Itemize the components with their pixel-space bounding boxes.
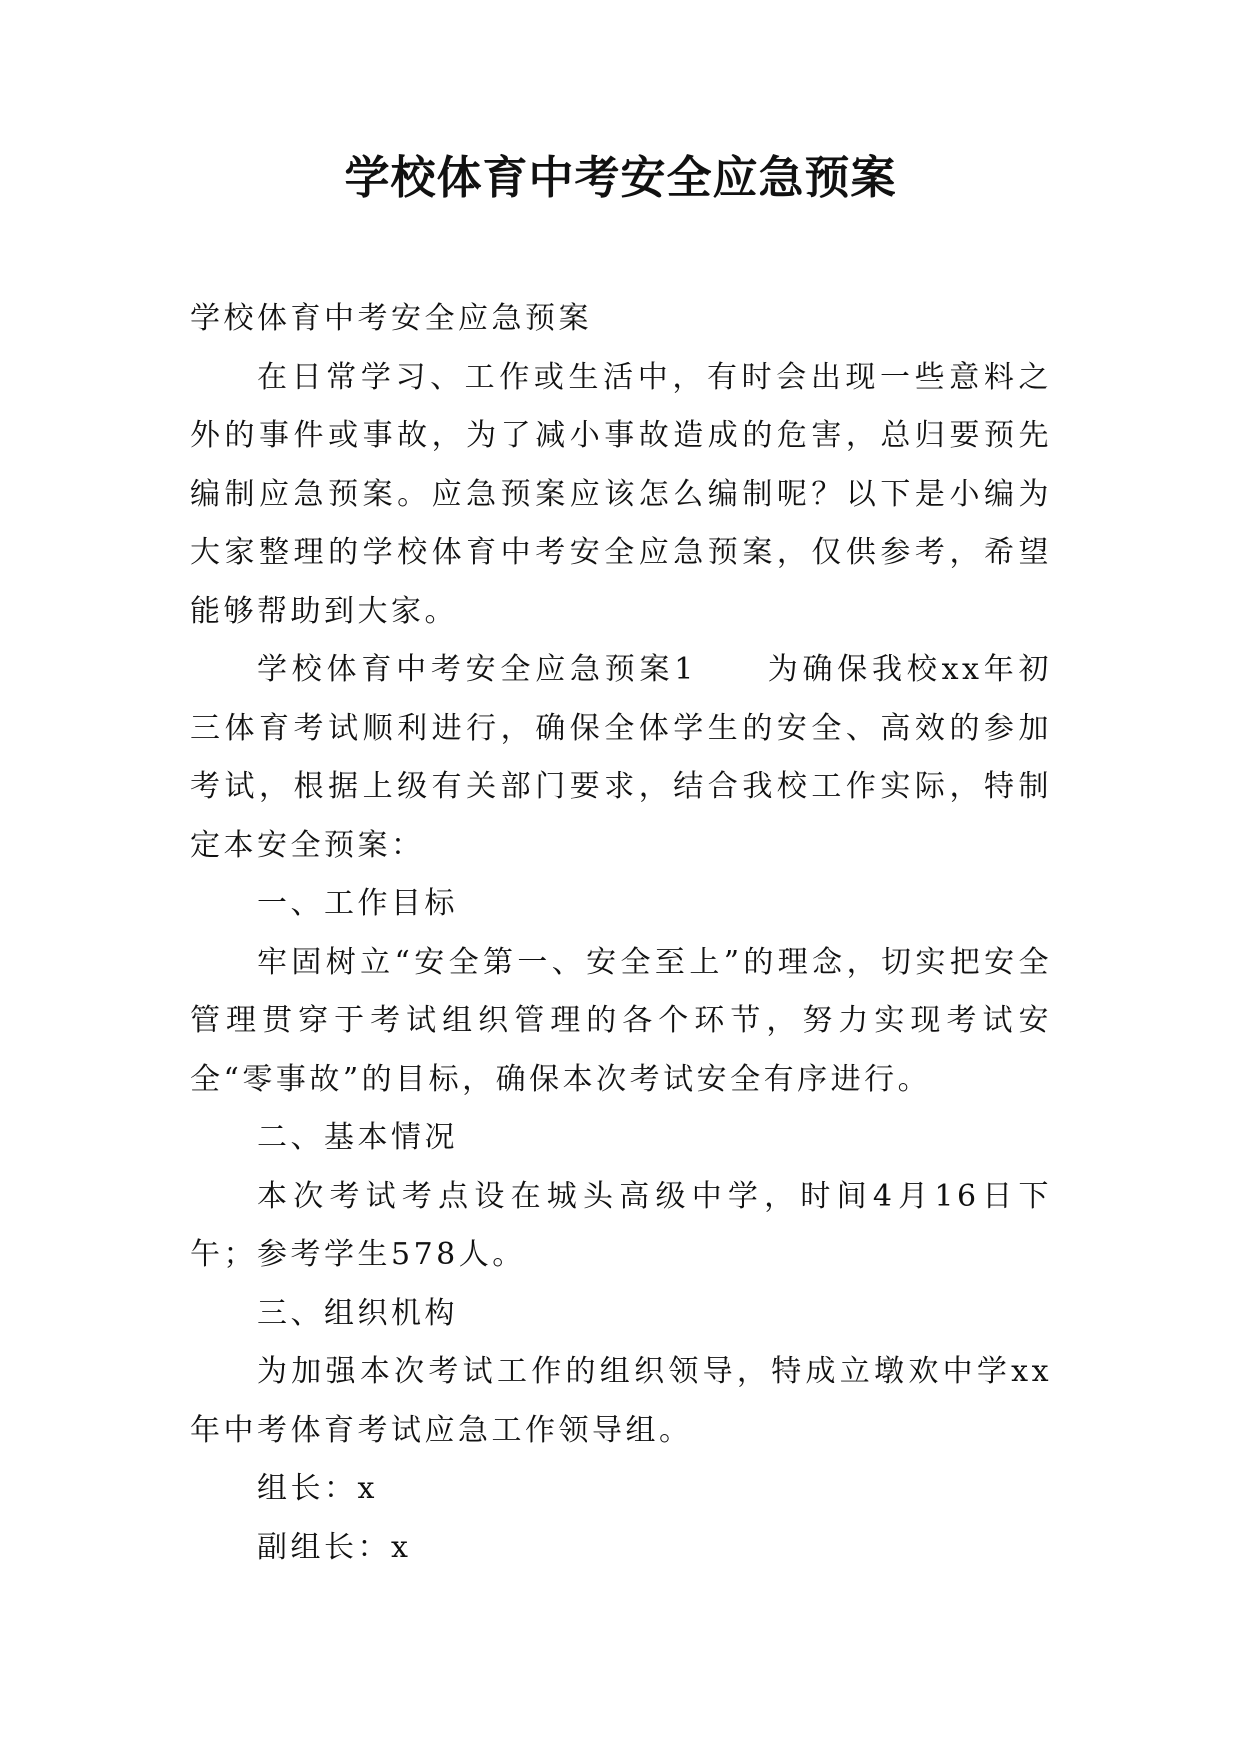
section-heading-organization: 三、组织机构 bbox=[257, 1295, 458, 1331]
intro-paragraph: 在日常学习、工作或生活中，有时会出现一些意料之外的事件或事故，为了减小事故造成的危害，总归要预先编制应急预案。应急预案应该怎么编制呢？以下是小编为大家整理的学校体育中考安全应急预案，仅供参考，希望能够帮助到大家。 bbox=[190, 359, 1052, 629]
organization-paragraph: 为加强本次考试工作的组织领导，特成立墩欢中学xx年中考体育考试应急工作领导组。 bbox=[190, 1354, 1052, 1448]
plan-intro-paragraph: 学校体育中考安全应急预案1 为确保我校xx年初三体育考试顺利进行，确保全体学生的安全、高效的参加考试，根据上级有关部门要求，结合我校工作实际，特制定本安全预案： bbox=[190, 652, 1052, 863]
deputy-leader-line: 副组长：x bbox=[257, 1529, 412, 1565]
subtitle-paragraph: 学校体育中考安全应急预案 bbox=[190, 301, 592, 336]
goals-paragraph: 牢固树立“安全第一、安全至上”的理念，切实把安全管理贯穿于考试组织管理的各个环节，努力实现考试安全“零事故”的目标，确保本次考试安全有序进行。 bbox=[190, 944, 1052, 1097]
section-heading-basic-info: 二、基本情况 bbox=[257, 1120, 458, 1155]
document-body bbox=[190, 290, 1052, 1577]
leader-line: 组长：x bbox=[257, 1471, 378, 1506]
basic-info-paragraph: 本次考试考点设在城头高级中学，时间4月16日下午；参考学生578人。 bbox=[190, 1178, 1052, 1272]
section-heading-goals: 一、工作目标 bbox=[257, 886, 458, 921]
document-title: 学校体育中考安全应急预案 bbox=[344, 151, 897, 204]
